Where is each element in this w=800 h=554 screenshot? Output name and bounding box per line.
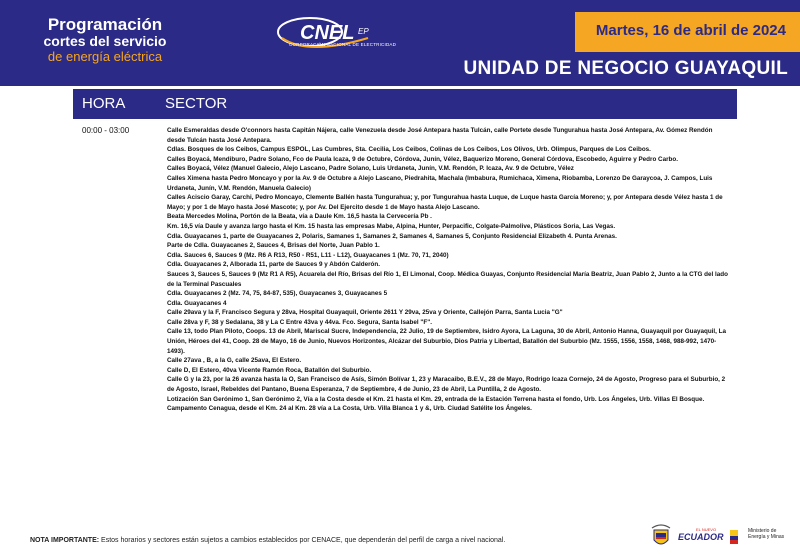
sector-item: Parte de Cdla. Guayacanes 2, Sauces 4, Brisas del Norte, Juan Pablo 1.	[167, 242, 380, 250]
sector-item: Calle 13, todo Plan Piloto, Coops. 13 de Abril, Mariscal Sucre, Independencia, 22 Julio, 19 de Septiembre, Isidro Ayora, La Laguna, 30 de Abril, Antonio Hanna, Guayaquil por Guayaquil, La Unión, Héroes del 41, Coop. 28 de Mayo, 16 de Junio, Nuevos Horizontes, Alcázar del Suburbio, Dios Patria y Libertad, Batallón del Suburbio (Mz. 1555, 1556, 1558, 1468, 988-992, 1470- 1493).	[167, 328, 727, 355]
brand-line-2: cortes del servicio	[43, 33, 167, 49]
sector-item: Cdla. Guayacanes 4	[167, 299, 227, 307]
footer-note-label: NOTA IMPORTANTE:	[30, 537, 100, 544]
ministry-name: Ministerio de Energía y Minas	[748, 528, 785, 540]
sector-item: Beata Mercedes Molina, Portón de la Beata, vía a Daule Km. 16,5 hasta la Cervecería Pb .	[167, 213, 432, 221]
sector-item: Calle G y la 23, por la 26 avanza hasta la O, San Francisco de Asís, Simón Bolívar 1, 23 y Maracaibo, B.E.V., 28 de Mayo, Rodrigo Icaza Cornejo, 24 de Agosto, Progreso para el Suburbio, 2 de Agosto, Israel, Rebeldes del Pantano, Buena Esperanza, 7 de Septiembre, 4 de Junio, 23 de Abril, La Puntilla, 2 de Agosto.	[167, 376, 726, 394]
sector-item: Calle Esmeraldas desde O'connors hasta Capitán Nájera, calle Venezuela desde José Antepara hasta Tulcán, calle Portete desde Tungurahua hasta José Antepara, Av. Gómez Rendón desde Tulcán hasta José Antepara.	[167, 127, 713, 144]
brand-title	[30, 16, 180, 64]
header-banner	[0, 0, 800, 86]
brand-line-1: Programación	[47, 15, 163, 34]
sector-item: Calles Boyacá, Mendiburo, Padre Solano, Fco de Paula Icaza, 9 de Octubre, Córdova, Junín, Vélez, Baquerizo Moreno, General Córdova, Escobedo, Aguirre y Pedro Carbo.	[167, 155, 678, 163]
footer-note-text: Estos horarios y sectores están sujetos a cambios establecidos por CENACE, que dependerán del perfil de carga a nivel nacional.	[99, 537, 506, 544]
sector-item: Calle 29ava y la F, Francisco Segura y 28va, Hospital Guayaquil, Oriente 2611 Y 29va, 25va y Oriente, Callejón Parra, Santa Lucia "G"	[167, 309, 563, 317]
sector-item: Calles Aciscio Garay, Carchi, Pedro Moncayo, Clemente Ballén hasta Tungurahua; y, por Tungurahua hasta Luque, de Luque hasta García Moreno; y, por Antepara desde Vélez hasta 1 de Mayo; y por 1 de Mayo hasta José Mascote; y, por Av. Del Ejercito desde 1 de Mayo hasta Alejo Lascano.	[167, 194, 723, 211]
logo-suffix: EP	[358, 27, 369, 36]
date-text: Martes, 16 de abril de 2024	[595, 22, 786, 39]
sector-item: Calles Boyacá, Vélez (Manuel Galecio, Alejo Lascano, Padre Solano, Luis Urdaneta, Junín, V.M. Rendón, P. Icaza, Av. 9 de Octubre, Vélez	[167, 165, 574, 173]
brand-line-3: de energía eléctrica	[47, 49, 163, 64]
column-header-hora: HORA	[82, 95, 126, 112]
business-unit-title: UNIDAD DE NEGOCIO GUAYAQUIL	[463, 58, 788, 79]
footer-note	[30, 537, 505, 544]
sector-item: Km. 16,5 vía Daule y avanza largo hasta el Km. 15 hasta las empresas Mabe, Alpina, Hunter, Perpacific, Colgate-Palmolive, Plásticos Soria, Las Vegas.	[167, 222, 616, 230]
logo-subtitle: CORPORACIÓN NACIONAL DE ELECTRICIDAD	[289, 42, 397, 47]
sector-list	[167, 126, 732, 414]
sector-item: Calle 27ava , B, a la G, calle 25ava, El Estero.	[167, 357, 302, 365]
gov-brand: ECUADOR	[678, 532, 724, 542]
sector-item: Lotización San Gerónimo 1, San Gerónimo 2, Vía a la Costa desde el Km. 21 hasta el Km. 29, entrada de la Estación Terrena hasta el fondo, Urb. Los Ángeles, Urb. Villas El Bosque.	[167, 395, 705, 403]
time-slot: 00:00 - 03:00	[82, 126, 130, 135]
government-logo	[650, 524, 795, 550]
date-badge	[575, 12, 800, 52]
sector-item: Cdla. Guayacanes 2 (Mz. 74, 75, 84-87, 535), Guayacanes 3, Guayacanes 5	[167, 290, 388, 298]
table-header	[73, 89, 737, 119]
sector-item: Campamento Cenagua, desde el Km. 24 al Km. 28 vía a La Costa, Urb. Villa Blanca 1 y &, Urb. Ciudad Satélite los Ángeles.	[167, 405, 532, 413]
sector-item: Cdla. Sauces 6, Sauces 9 (Mz. R6 A R13, R50 - R51, L11 - L12), Guayacanes 1 (Mz. 70, 71, 2040)	[167, 251, 449, 259]
column-header-sector: SECTOR	[165, 95, 228, 112]
logo-wordmark: CNEL	[300, 22, 355, 44]
flag-stripes-icon	[730, 530, 738, 544]
sector-item: Calle 28va y F, 38 y Sedalana, 38 y La C Entre 43va y 44va. Fco. Segura, Santa Isabel "F".	[167, 318, 432, 326]
sector-item: Calles Ximena hasta Pedro Moncayo y por la Av. 9 de Octubre a Alejo Lascano, Piedrahita, Machala (Imbabura, Rumichaca, Ximena, Riobamba, Lorenzo De Garaycoa, J. Campos, Luis Urdaneta, Junín, V.M. Rendón, Manuela Galecio)	[167, 174, 713, 192]
sector-item: Cdlas. Bosques de los Ceibos, Campus ESPOL, Las Cumbres, Sta. Cecilia, Los Ceibos, Colinas de Los Ceibos, Los Olivos, Urb. Olimpus, Parques de Los Ceibos.	[167, 146, 651, 154]
sector-item: Cdla. Guayacanes 2, Alborada 11, parte de Sauces 9 y Abdón Calderón.	[167, 261, 381, 269]
coat-of-arms-icon	[650, 524, 672, 550]
sector-item: Sauces 3, Sauces 5, Sauces 9 (Mz R1 A R5), Acuarela del Río, Brisas del Río 1, El Limonal, Coop. Médica Guayas, Conjunto Residencial María Beatriz, Juan Pablo 2, Junto a la CTG del lado de la Terminal Pascuales	[167, 270, 728, 288]
gov-tag: EL NUEVO	[696, 527, 717, 532]
sector-item: Cdla. Guayacanes 1, parte de Guayacanes 2, Polaris, Samanes 1, Samanes 2, Samanes 4, Samanes 5, Conjunto Residencial Elizabeth 4. Punta Arenas.	[167, 232, 617, 240]
sector-item: Calle D, El Estero, 40va Vicente Ramón Roca, Batallón del Suburbio.	[167, 366, 372, 374]
